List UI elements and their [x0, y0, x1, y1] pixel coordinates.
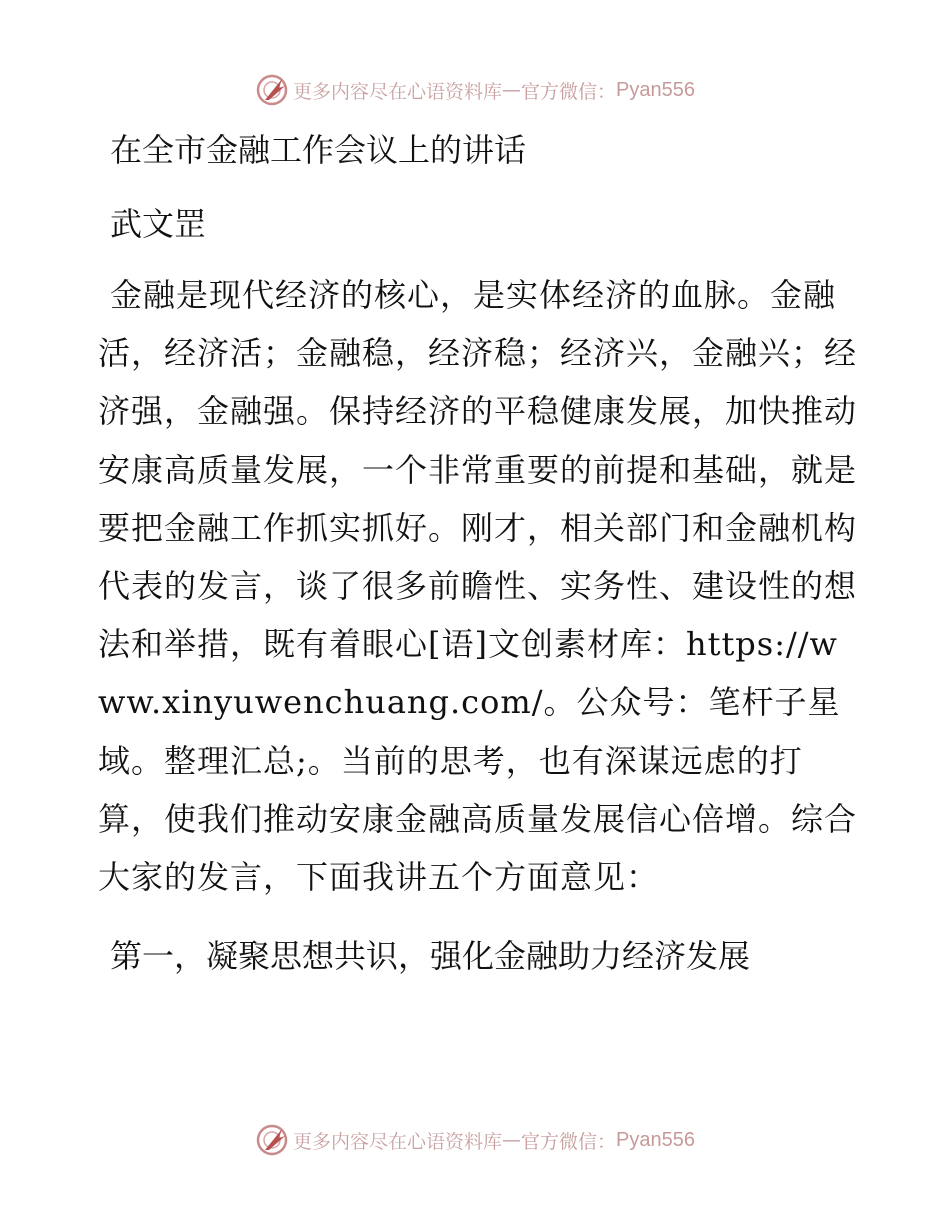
watermark-wechat-label: 官方微信： [521, 1130, 617, 1153]
watermark-wechat-id: Pyan556 [616, 78, 695, 101]
paragraph-1: 金融是现代经济的核心，是实体经济的血脉。金融活，经济活；金融稳，经济稳；经济兴，金融兴；经济强，金融强。保持经济的平稳健康发展，加快推动安康高质量发展，一个非常重要的前提和基础，就是要把金融工作抓实抓好。刚才，相关部门和金融机构代表的发言，谈了很多前瞻性、实务性、建设性的想法和举措，既有着眼心[语]文创素材库：https://www.xinyuwenchuang.com/。公众号：笔杆子星域。整理汇总;。当前的思考，也有深谋远虑的打算，使我们推动安康金融高质量发展信心倍增。综合大家的发言，下面我讲五个方面意见： [98, 276, 858, 897]
watermark-wechat-id: Pyan556 [616, 1128, 695, 1151]
header-watermark [0, 70, 950, 110]
watermark-wechat-label: 官方微信： [521, 80, 617, 103]
watermark-dash: — [502, 1129, 522, 1151]
document-title: 在全市金融工作会议上的讲话 [110, 131, 527, 169]
quill-logo-icon [255, 1123, 289, 1157]
watermark-site-text: 更多内容尽在心语资料库 [293, 1130, 503, 1153]
watermark-dash: — [502, 79, 522, 101]
footer-watermark [0, 1120, 950, 1160]
document-author: 武文罡 [110, 205, 207, 243]
document-body [98, 122, 858, 984]
watermark-site-text: 更多内容尽在心语资料库 [293, 80, 503, 103]
quill-logo-icon [255, 73, 289, 107]
section-1-heading: 第一，凝聚思想共识，强化金融助力经济发展 [110, 937, 751, 976]
